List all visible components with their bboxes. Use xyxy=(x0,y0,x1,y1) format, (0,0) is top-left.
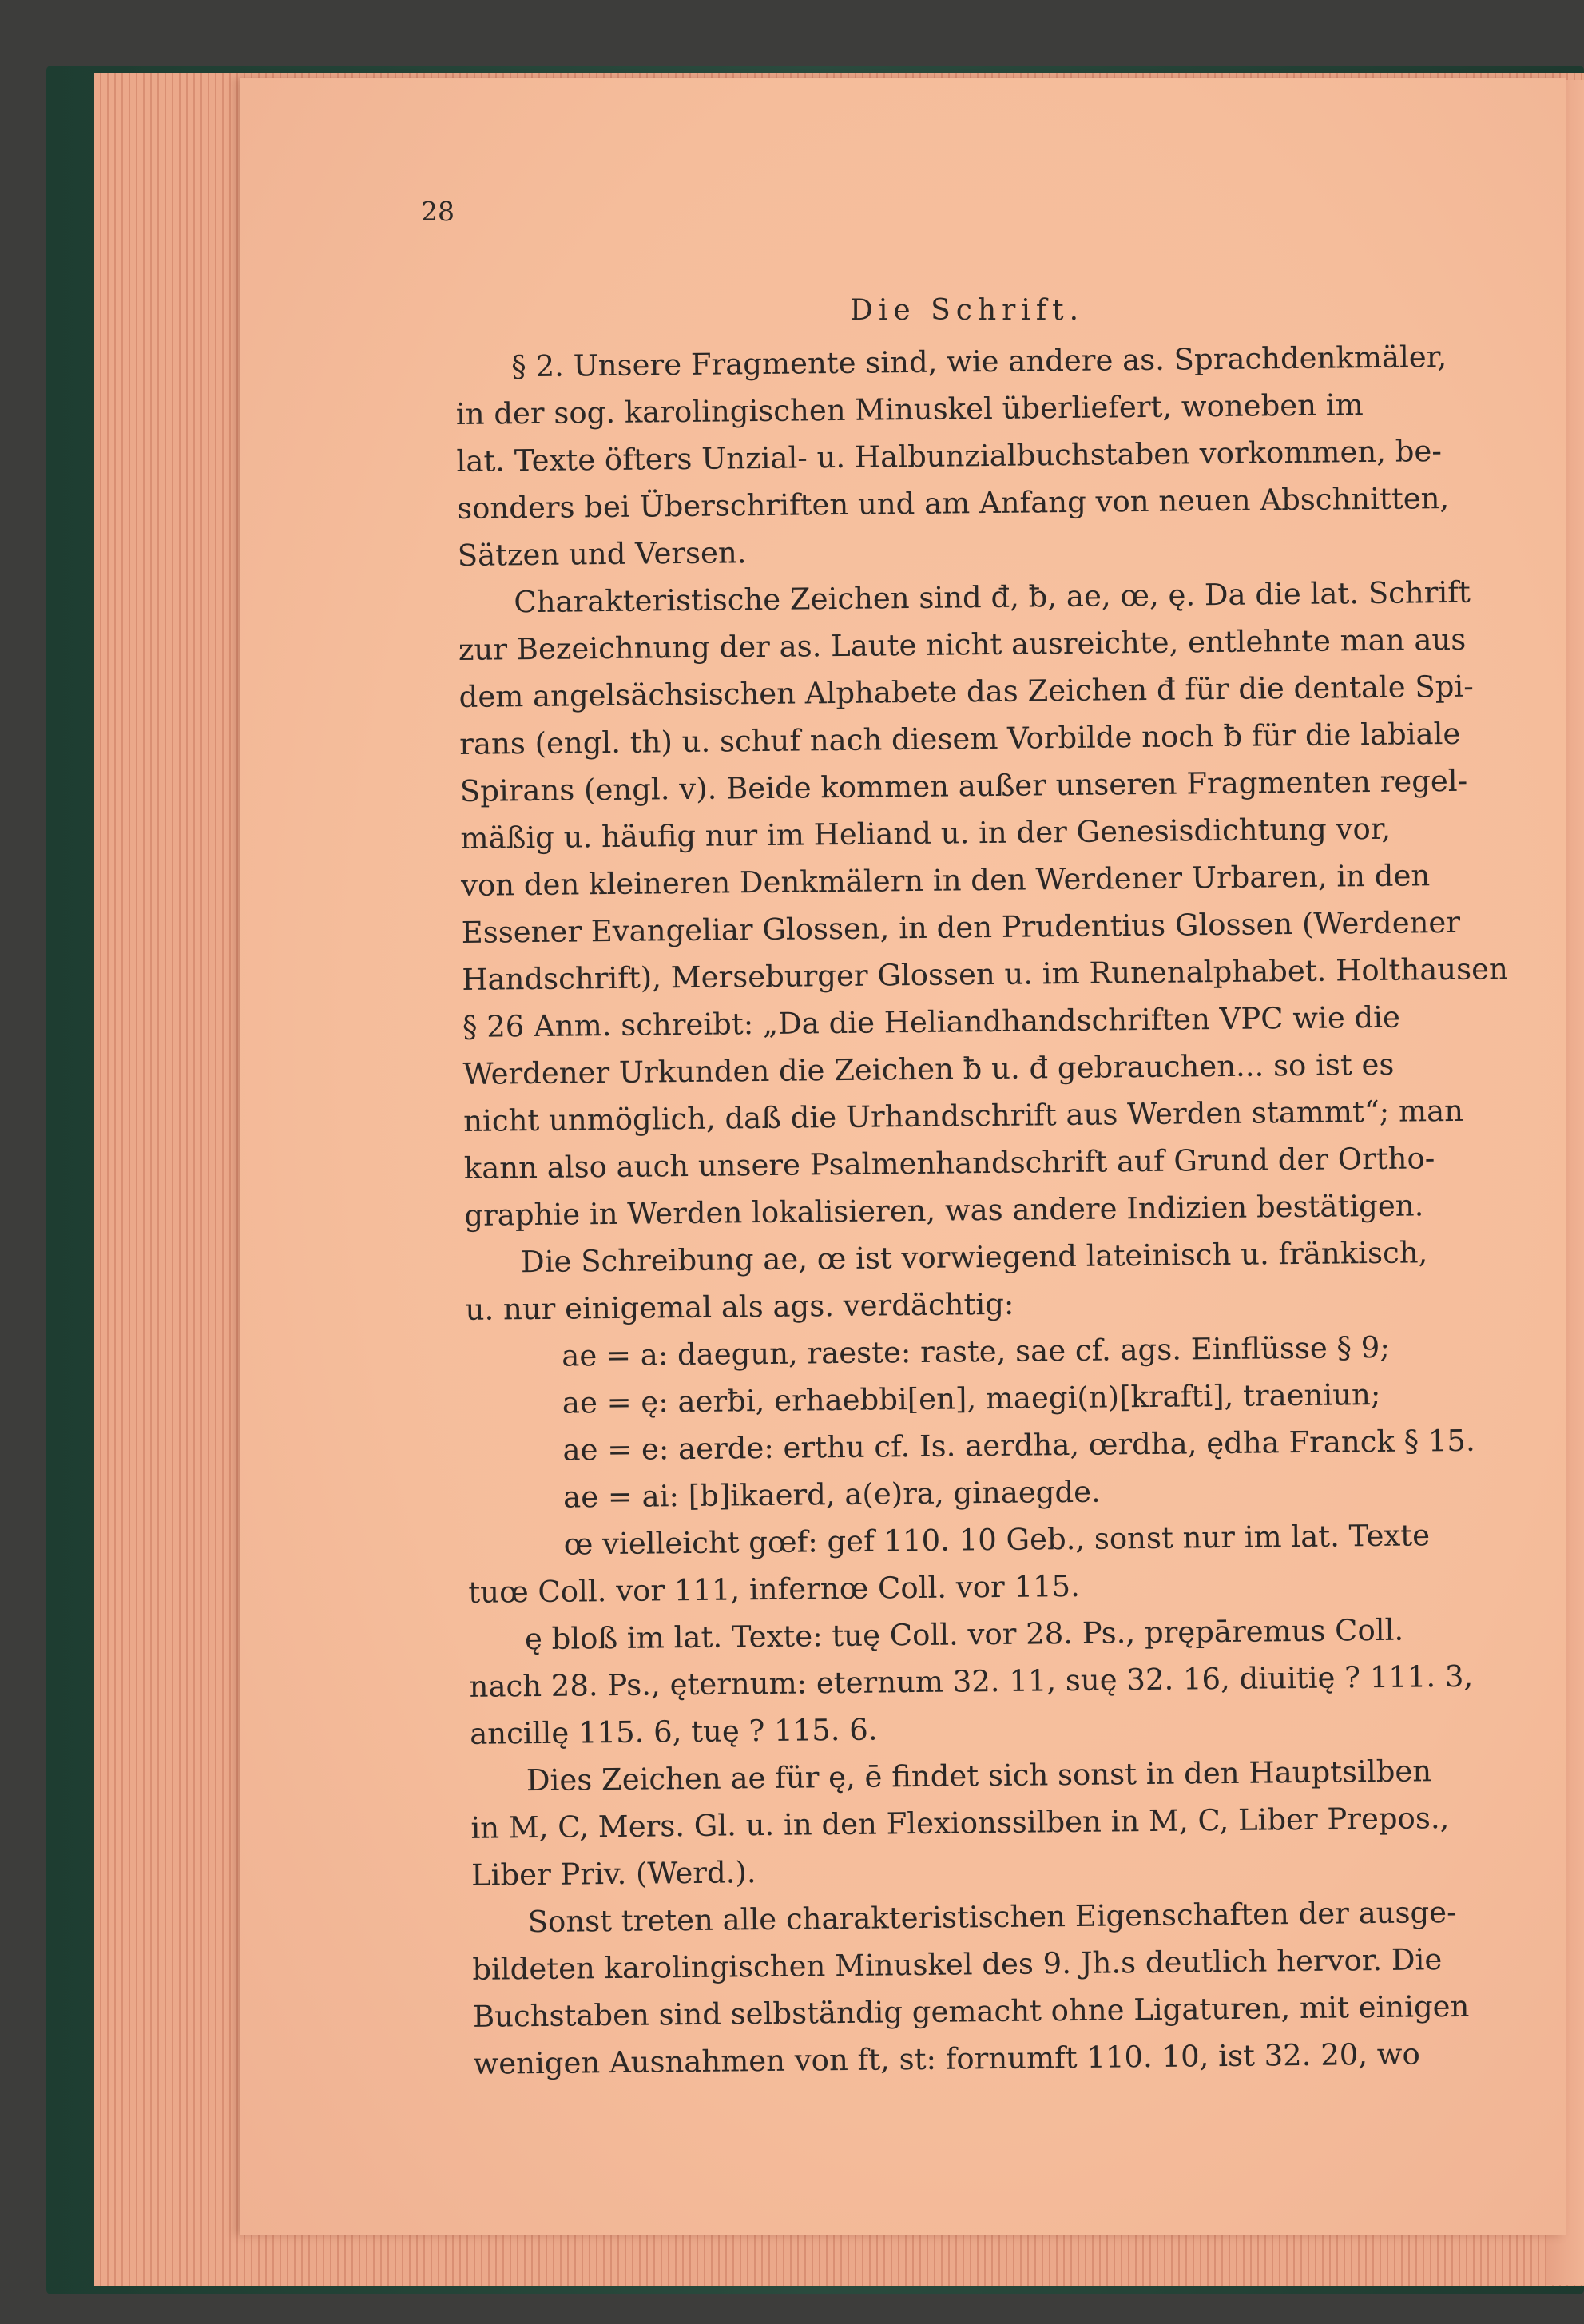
text-line: Buchstaben sind selbständig gemacht ohne Ligaturen, mit einigen xyxy=(472,1988,1470,2034)
text-line: ae = e: aerde: erthu cf. Is. aerdha, œrdha, ędha Franck § 15. xyxy=(562,1423,1475,1468)
text-line: Sonst treten alle charakteristischen Eigenschaften der ausge- xyxy=(527,1894,1457,1940)
text-line: zur Bezeichnung der as. Laute nicht ausreichte, entlehnte man aus xyxy=(458,622,1467,667)
page-number: 28 xyxy=(421,196,455,227)
section-title: Die Schrift. xyxy=(850,294,1085,327)
text-line: sonders bei Überschriften und am Anfang von neuen Abschnitten, xyxy=(456,480,1450,526)
text-line: Charakteristische Zeichen sind đ, ƀ, ae, œ, ę. Da die lat. Schrift xyxy=(514,574,1471,620)
text-line: tuœ Coll. vor 111, infernœ Coll. vor 115. xyxy=(468,1568,1081,1610)
text-line: Werdener Urkunden die Zeichen ƀ u. đ gebrauchen... so ist es xyxy=(462,1047,1395,1091)
text-line: in M, C, Mers. Gl. u. in den Flexionssilben in M, C, Liber Prepos., xyxy=(470,1801,1450,1845)
text-line: rans (engl. th) u. schuf nach diesem Vorbilde noch ƀ für die labiale xyxy=(459,716,1461,761)
text-line: ae = ai: [b]ikaerd, a(e)ra, ginaegde. xyxy=(562,1474,1102,1515)
text-line: bildeten karolingischen Minuskel des 9. Jh.s deutlich hervor. Die xyxy=(472,1942,1443,1987)
text-line: Sätzen und Versen. xyxy=(457,535,747,573)
text-line: von den kleineren Denkmälern in den Werdener Urbaren, in den xyxy=(460,858,1431,903)
text-line: mäßig u. häufig nur im Heliand u. in der Genesisdichtung vor, xyxy=(460,811,1391,856)
text-line: Handschrift), Merseburger Glossen u. im Runenalphabet. Holthausen xyxy=(462,951,1509,997)
text-line: nicht unmöglich, daß die Urhandschrift aus Werden stammt“; man xyxy=(462,1093,1464,1138)
text-line: u. nur einigemal als ags. verdächtig: xyxy=(465,1286,1014,1327)
text-line: Die Schreibung ae, œ ist vorwiegend lateinisch u. fränkisch, xyxy=(520,1235,1428,1280)
text-line: œ vielleicht gœf: gef 110. 10 Geb., sonst nur im lat. Texte xyxy=(563,1518,1431,1562)
text-line: § 2. Unsere Fragmente sind, wie andere as. Sprachdenkmäler, xyxy=(511,340,1447,384)
text-line: § 26 Anm. schreibt: „Da die Heliandhandschriften VPC wie die xyxy=(462,999,1401,1044)
text-line: kann also auch unsere Psalmenhandschrift auf Grund der Ortho- xyxy=(463,1141,1435,1186)
text-line: ae = ę: aerƀi, erhaebbi[en], maegi(n)[krafti], traeniun; xyxy=(562,1377,1381,1420)
text-line: ę bloß im lat. Texte: tuę Coll. vor 28. Ps., prępāremus Coll. xyxy=(524,1612,1404,1657)
text-line: ae = a: daegun, raeste: raste, sae cf. ags. Einflüsse § 9; xyxy=(562,1329,1391,1373)
text-line: Spirans (engl. v). Beide kommen außer unseren Fragmenten regel- xyxy=(459,763,1468,808)
text-line: dem angelsächsischen Alphabete das Zeichen đ für die dentale Spi- xyxy=(459,669,1474,714)
text-line: Essener Evangeliar Glossen, in den Prudentius Glossen (Werdener xyxy=(461,904,1461,950)
text-line: graphie in Werden lokalisieren, was andere Indizien bestätigen. xyxy=(464,1188,1424,1233)
text-line: in der sog. karolingischen Minuskel überliefert, woneben im xyxy=(455,387,1364,431)
body-text xyxy=(455,332,1524,2088)
text-line: Dies Zeichen ae für ę, ē findet sich sonst in den Hauptsilben xyxy=(526,1754,1432,1798)
text-line: nach 28. Ps., ęternum: eternum 32. 11, suę 32. 16, diuitię ? 111. 3, xyxy=(469,1659,1474,1704)
text-line: wenigen Ausnahmen von ft, st: fornumft 110. 10, ist 32. 20, wo xyxy=(473,2036,1420,2081)
text-line: ancillę 115. 6, tuę ? 115. 6. xyxy=(470,1712,878,1751)
text-line: lat. Texte öfters Unzial- u. Halbunzialbuchstaben vorkommen, be- xyxy=(456,434,1443,479)
text-line: Liber Priv. (Werd.). xyxy=(470,1855,756,1893)
